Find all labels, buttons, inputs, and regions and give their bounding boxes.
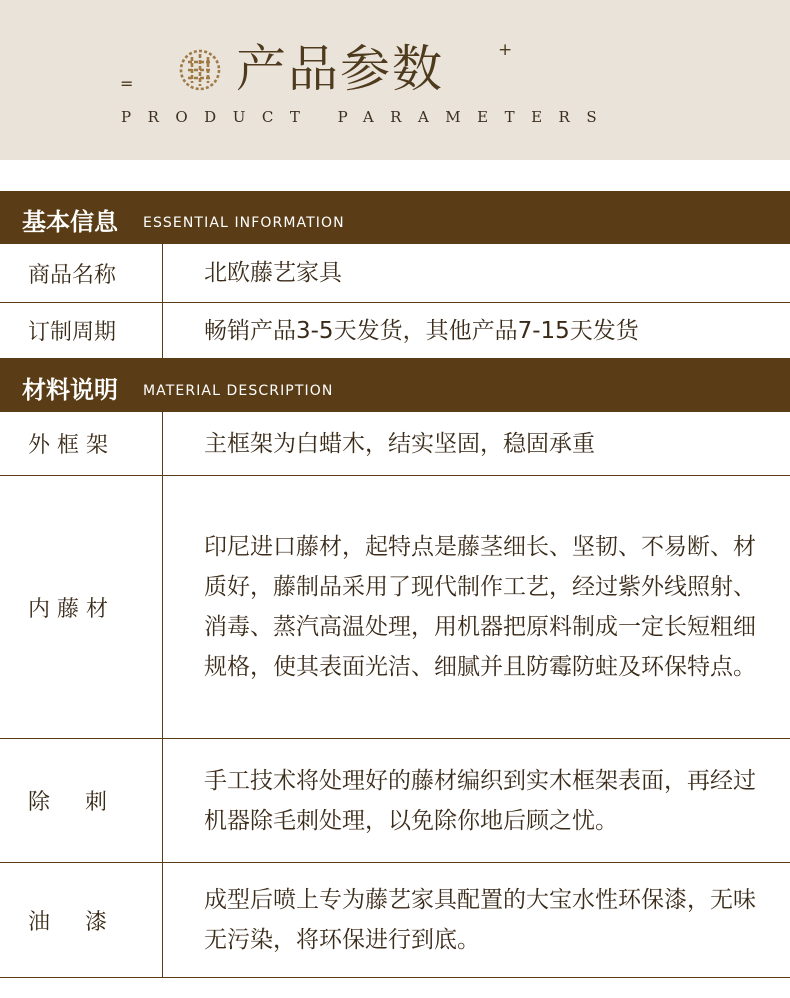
- row-value: 畅销产品3-5天发货，其他产品7-15天发货: [204, 317, 639, 344]
- row-value: 手工技术将处理好的藤材编织到实木框架表面，再经过机器除毛刺处理，以免除你地后顾之忧。: [204, 767, 756, 834]
- section-title-basic-zh: 基本信息: [22, 208, 118, 236]
- table-row: [0, 412, 790, 476]
- table-row: [0, 244, 790, 303]
- row-value-cell: [163, 412, 790, 475]
- row-value: 印尼进口藤材，起特点是藤茎细长、坚韧、不易断、材质好，藤制品采用了现代制作工艺，经过紫外线照射、消毒、蒸汽高温处理，用机器把原料制成一定长短粗细规格，使其表面光洁、细腻并且防霉防蛀及环保特点。: [204, 534, 756, 680]
- row-label: 订制周期: [28, 320, 117, 345]
- table-row: [0, 303, 790, 358]
- table-row: [0, 476, 790, 739]
- section-header-material: [0, 358, 790, 412]
- table-row: [0, 863, 790, 978]
- row-value-cell: [163, 863, 790, 977]
- row-value-cell: [163, 244, 790, 302]
- page-subtitle: PRODUCT PARAMETERS: [121, 108, 614, 126]
- header-banner: [0, 0, 790, 160]
- row-value: 主框架为白蜡木，结实坚固，稳固承重: [204, 430, 595, 457]
- row-label: 油 漆: [28, 909, 107, 935]
- row-label: 商品名称: [28, 262, 117, 288]
- decoration-equals: =: [120, 74, 134, 93]
- row-value-cell: [163, 739, 790, 862]
- row-label-cell: [0, 244, 163, 302]
- section-title-material-en: MATERIAL DESCRIPTION: [143, 383, 334, 399]
- row-label-cell: [0, 863, 163, 977]
- section-title-basic-en: ESSENTIAL INFORMATION: [143, 215, 345, 231]
- row-label-cell: [0, 476, 163, 738]
- row-label: 外 框 架: [28, 433, 108, 458]
- rattan-weave-icon: [178, 48, 222, 92]
- row-value-cell: [163, 303, 790, 358]
- table-row: [0, 739, 790, 863]
- page-title: 产品参数: [236, 40, 444, 98]
- row-label: 内 藤 材: [28, 596, 108, 622]
- row-value-cell: [163, 476, 790, 738]
- row-value: 北欧藤艺家具: [204, 260, 342, 286]
- section-title-material-zh: 材料说明: [22, 376, 118, 404]
- row-label-cell: [0, 412, 163, 475]
- decoration-plus: +: [498, 40, 513, 60]
- row-label-cell: [0, 303, 163, 358]
- row-value: 成型后喷上专为藤艺家具配置的大宝水性环保漆，无味无污染，将环保进行到底。: [204, 887, 756, 953]
- row-label-cell: [0, 739, 163, 862]
- row-label: 除 刺: [28, 790, 107, 815]
- section-header-basic: [0, 191, 790, 244]
